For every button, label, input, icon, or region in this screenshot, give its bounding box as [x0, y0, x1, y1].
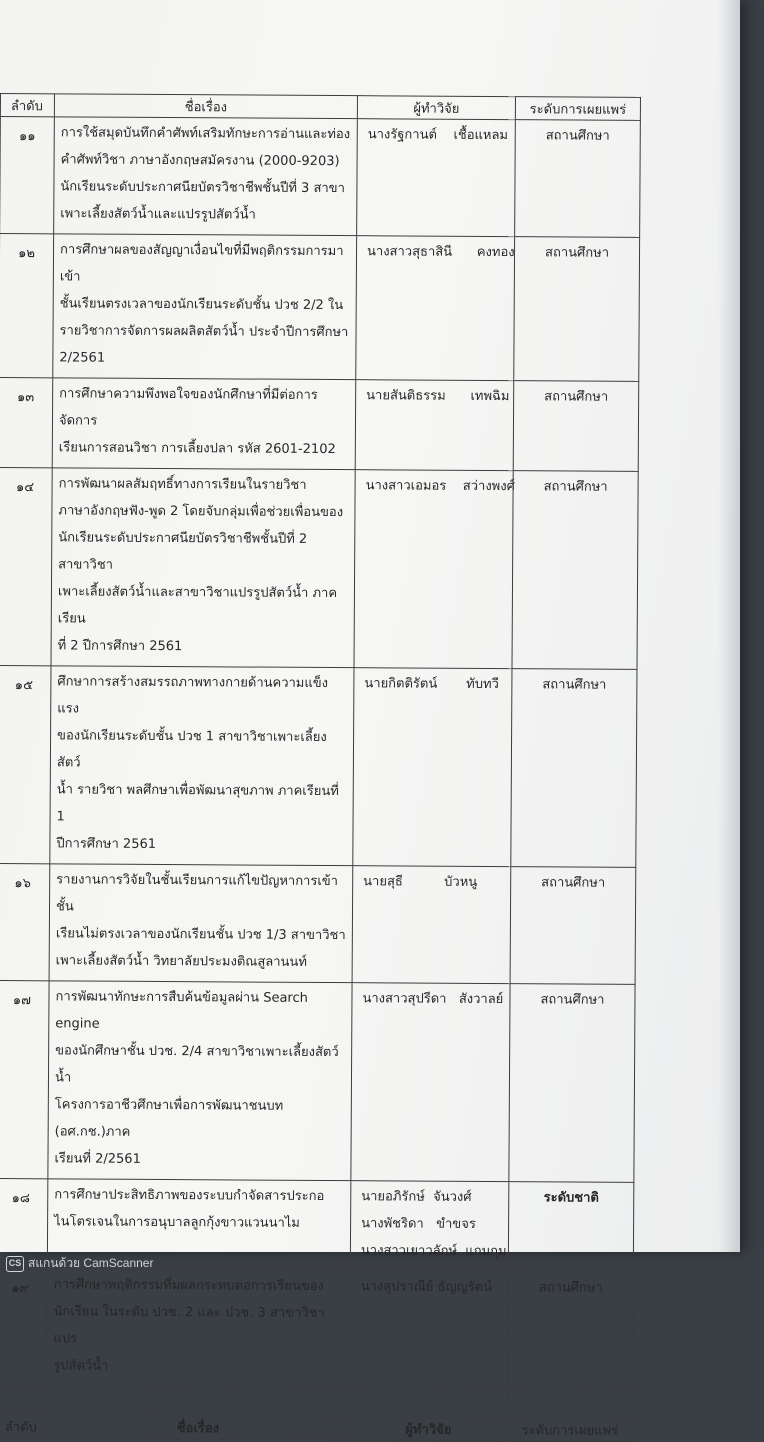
researcher-name: นายสันติธรรม เทพฉิม: [366, 388, 510, 405]
footer-level: ระดับการเผยแพร่: [507, 1418, 632, 1442]
header-researcher: ผู้ทำวิจัย: [357, 96, 515, 120]
publication-level: สถานศึกษา: [515, 120, 641, 238]
table-row: [0, 467, 638, 669]
researcher-cell: [356, 236, 515, 381]
row-number: ๑๕: [0, 665, 51, 863]
researcher-cell: [353, 668, 512, 867]
row-number: ๑๗: [0, 980, 49, 1178]
table-body: [0, 117, 640, 1419]
research-title: ศึกษาการสร้างสมรรถภาพทางกายด้านความแข็งแรง ของนักเรียนระดับชั้น ปวช 1 สาขาวิชาเพาะเลี้ยงสัตว์ น้ำ รายวิชา พลศึกษาเพื่อพัฒนาสุขภาพ ภาคเรียนที่ 1 ปีการศึกษา 2561: [50, 666, 354, 866]
camscanner-logo-icon: CS: [6, 1256, 24, 1272]
researcher-name: นางสาวเยาวลักษ์ แกมกุม: [360, 1243, 507, 1260]
researcher-cell: [351, 983, 510, 1182]
table-row: [0, 980, 635, 1182]
research-table: [0, 93, 641, 1442]
publication-level: สถานศึกษา: [509, 984, 635, 1183]
row-number: ๑๔: [0, 467, 52, 665]
table-row: [0, 234, 640, 382]
researcher-cell: [357, 119, 516, 237]
header-title: ชื่อเรื่อง: [54, 94, 357, 119]
researcher-cell: [354, 470, 513, 669]
publication-level: ระดับชาติ: [508, 1182, 634, 1273]
research-title: การศึกษาความพึงพอใจของนักศึกษาที่มีต่อการจัดการ เรียนการสอนวิชา การเลี้ยงปลา รหัส 2601-2102: [52, 378, 356, 470]
footer-researcher: ผู้ทำวิจัย: [349, 1417, 507, 1441]
table-row: [0, 377, 639, 471]
researcher-cell: [350, 1181, 509, 1272]
footer-title: ชื่อเรื่อง: [46, 1415, 349, 1440]
row-number: ๑๑: [0, 117, 54, 234]
research-title: การศึกษาผลของสัญญาเงื่อนไขที่มีพฤติกรรมการมาเข้า ชั้นเรียนตรงเวลาของนักเรียนระดับชั้น ปวช 2/2 ใน รายวิชาการจัดการผลผลิตสัตว์น้ำ ประจำปีการศึกษา 2/2561: [53, 234, 357, 380]
researcher-name: นางพัชริดา ขำขจร: [361, 1216, 476, 1232]
research-title: การพัฒนาผลสัมฤทธิ์ทางการเรียนในรายวิชา ภาษาอังกฤษฟัง-พูด 2 โดยจับกลุ่มเพื่อช่วยเพื่อนของ นักเรียนระดับประกาศนียบัตรวิชาชีพชั้นปีที่ 2 สาขาวิชา เพาะเลี้ยงสัตว์น้ำและสาขาวิชาแปรรูปสัตว์น้ำ ภาคเรียน ที่ 2 ปีการศึกษา 2561: [51, 468, 355, 668]
researcher-name: นางรัฐกานต์ เชื้อแหลม: [367, 127, 509, 144]
table-row: [0, 863, 636, 984]
publication-level: สถานศึกษา: [511, 669, 637, 868]
row-number: ๑๙: [0, 1268, 47, 1385]
table-footer: [0, 1414, 632, 1441]
header-level: ระดับการเผยแพร่: [515, 97, 640, 121]
research-title: การศึกษาพฤติกรรมที่มผลกระทบต่อการเรียนของ นักเรียน ในระดับ ปวช. 2 และ ปวช. 3 สาขาวิชาแปร รูปสัตว์น้ำ: [47, 1269, 351, 1388]
researcher-cell: [355, 380, 514, 471]
watermark-text: สแกนด้วย CamScanner: [28, 1256, 154, 1270]
research-title: รายงานการวิจัยในชั้นเรียนการแก้ไขปัญหาการเข้าชั้น เรียนไม่ตรงเวลาของนักเรียนชั้น ปวช 1/3 สาขาวิชา เพาะเลี้ยงสัตว์น้ำ วิทยาลัยประมงติณสูลานนท์: [49, 864, 353, 983]
row-number: ๑๖: [0, 863, 50, 980]
table-row: [0, 665, 637, 867]
table-row: [0, 117, 640, 238]
publication-level: สถานศึกษา: [512, 471, 638, 670]
researcher-name: นางสาวเอมอร สว่างพงศ์: [365, 478, 515, 495]
publication-level: สถานศึกษา: [510, 867, 636, 985]
researcher-cell: [352, 866, 511, 984]
row-number: ๑๓: [0, 377, 53, 467]
row-number: ๑๒: [0, 234, 54, 378]
table-row: [0, 1268, 633, 1389]
empty-row: [0, 1385, 633, 1418]
row-number: ๑๘: [0, 1178, 48, 1268]
research-title: การศึกษาประสิทธิภาพของระบบกำจัดสารประกอ ไนโตรเจนในการอนุบาลลูกกุ้งขาวแวนนาไม: [47, 1179, 351, 1271]
research-title: การใช้สมุดบันทึกคำศัพท์เสริมทักษะการอ่านและท่อง คำศัพท์วิชา ภาษาอังกฤษสมัครงาน (2000-9203) นักเรียนระดับประกาศนียบัตรวิชาชีพชั้นปีที่ 3 สาขา เพาะเลี้ยงสัตว์น้ำและแปรรูปสัตว์น้ำ: [54, 117, 358, 236]
researcher-name: นายกิตติรัตน์ ทับทวี: [364, 676, 499, 693]
footer-no: ลำดับ: [0, 1414, 46, 1437]
publication-level: สถานศึกษา: [514, 237, 640, 382]
header-no: ลำดับ: [0, 94, 54, 117]
researcher-name: นางสุปราณีย์ ธัญญรัตน์: [360, 1279, 492, 1296]
publication-level: สถานศึกษา: [513, 381, 639, 472]
researcher-name: นางสาวสุธาสินี คงทอง: [366, 244, 515, 261]
researcher-name: นายสุธี บัวหนู: [363, 874, 478, 890]
camscanner-watermark: [6, 1254, 153, 1273]
researcher-name: นางสาวสุปรีดา สังวาลย์: [362, 991, 504, 1008]
researcher-cell: [350, 1271, 509, 1389]
publication-level: สถานศึกษา: [508, 1272, 634, 1390]
researcher-name: นายอภิรักษ์ จันวงศ์: [361, 1189, 472, 1205]
research-title: การพัฒนาทักษะการสืบค้นข้อมูลผ่าน Search engine ของนักศึกษาชั้น ปวช. 2/4 สาขาวิชาเพาะเลี้ยงสัตว์น้ำ โครงการอาชีวศึกษาเพื่อการพัฒนาชนบท (อศ.กช.)ภาค เรียนที่ 2/2561: [48, 981, 352, 1181]
